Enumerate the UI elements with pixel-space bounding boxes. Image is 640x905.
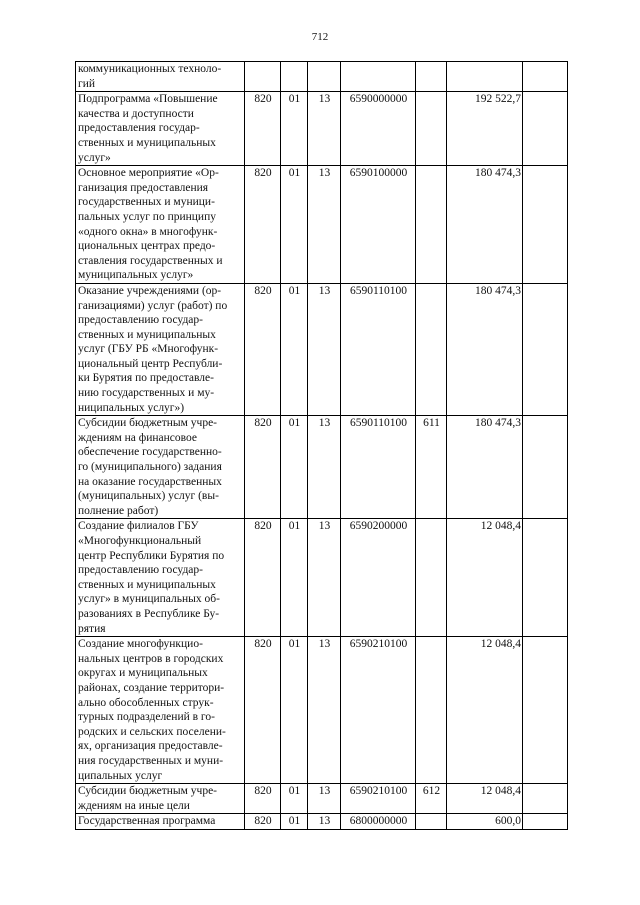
subsection-code-cell: 13: [308, 166, 341, 284]
ministry-code-cell: 820: [245, 283, 281, 415]
subsection-code-cell: [308, 62, 341, 92]
item-name-cell: Субсидии бюджетным учре- ждениям на иные цели: [76, 784, 245, 814]
target-article-cell: 6590110100: [341, 283, 416, 415]
section-code-cell: 01: [281, 814, 308, 830]
target-article-cell: 6800000000: [341, 814, 416, 830]
table-row: [76, 637, 568, 784]
blank-cell: [523, 784, 568, 814]
expense-type-cell: [416, 814, 447, 830]
item-name-cell: коммуникационных техноло- гий: [76, 62, 245, 92]
item-name-cell: Подпрограмма «Повышение качества и доступности предоставления государ- ственных и муниципальных услуг»: [76, 92, 245, 166]
section-code-cell: 01: [281, 637, 308, 784]
blank-cell: [523, 637, 568, 784]
blank-cell: [523, 92, 568, 166]
blank-cell: [523, 283, 568, 415]
amount-cell: 12 048,4: [447, 637, 523, 784]
section-code-cell: 01: [281, 92, 308, 166]
amount-cell: 180 474,3: [447, 166, 523, 284]
ministry-code-cell: 820: [245, 519, 281, 637]
expense-type-cell: [416, 283, 447, 415]
target-article-cell: 6590100000: [341, 166, 416, 284]
table-row: [76, 62, 568, 92]
item-name-cell: Субсидии бюджетным учре- ждениям на финансовое обеспечение государственно- го (муниципального) задания на оказание государственных (муниципальных) услуг (вы- полнение работ): [76, 416, 245, 519]
target-article-cell: 6590210100: [341, 637, 416, 784]
expense-type-cell: [416, 166, 447, 284]
subsection-code-cell: 13: [308, 784, 341, 814]
table-row: [76, 166, 568, 284]
target-article-cell: 6590000000: [341, 92, 416, 166]
amount-cell: 180 474,3: [447, 283, 523, 415]
amount-cell: 192 522,7: [447, 92, 523, 166]
section-code-cell: 01: [281, 784, 308, 814]
table-row: [76, 519, 568, 637]
section-code-cell: 01: [281, 283, 308, 415]
amount-cell: 180 474,3: [447, 416, 523, 519]
expense-type-cell: [416, 637, 447, 784]
item-name-cell: Основное мероприятие «Ор- ганизация предоставления государственных и муници- пальных услуг по принципу «одного окна» в многофунк- циональных центрах предо- ставления государственных и муниципальных услуг»: [76, 166, 245, 284]
subsection-code-cell: 13: [308, 519, 341, 637]
page-number: 712: [311, 31, 329, 43]
table-row: [76, 784, 568, 814]
subsection-code-cell: 13: [308, 92, 341, 166]
blank-cell: [523, 519, 568, 637]
table-body: [76, 62, 568, 830]
subsection-code-cell: 13: [308, 283, 341, 415]
expense-type-cell: [416, 519, 447, 637]
ministry-code-cell: [245, 62, 281, 92]
ministry-code-cell: 820: [245, 814, 281, 830]
ministry-code-cell: 820: [245, 637, 281, 784]
expense-type-cell: 611: [416, 416, 447, 519]
ministry-code-cell: 820: [245, 92, 281, 166]
subsection-code-cell: 13: [308, 416, 341, 519]
expense-type-cell: 612: [416, 784, 447, 814]
table-row: [76, 92, 568, 166]
amount-cell: 600,0: [447, 814, 523, 830]
section-code-cell: [281, 62, 308, 92]
amount-cell: 12 048,4: [447, 519, 523, 637]
table-row: [76, 814, 568, 830]
item-name-cell: Создание филиалов ГБУ «Многофункциональный центр Республики Бурятия по предоставлению государ- ственных и муниципальных услуг» в муниципальных об- разованиях в Республике Бу- рятия: [76, 519, 245, 637]
table-row: [76, 283, 568, 415]
expense-type-cell: [416, 92, 447, 166]
blank-cell: [523, 166, 568, 284]
item-name-cell: Создание многофункцио- нальных центров в городских округах и муниципальных районах, создание территори- ально обособленных струк- турных подразделений в го- родских и сельских поселени- ях, организация предоставле- ния государственных и муни- ципальных услуг: [76, 637, 245, 784]
target-article-cell: 6590200000: [341, 519, 416, 637]
section-code-cell: 01: [281, 416, 308, 519]
budget-table: [75, 61, 568, 830]
amount-cell: 12 048,4: [447, 784, 523, 814]
amount-cell: [447, 62, 523, 92]
blank-cell: [523, 814, 568, 830]
item-name-cell: Государственная программа: [76, 814, 245, 830]
subsection-code-cell: 13: [308, 637, 341, 784]
subsection-code-cell: 13: [308, 814, 341, 830]
ministry-code-cell: 820: [245, 166, 281, 284]
target-article-cell: 6590110100: [341, 416, 416, 519]
blank-cell: [523, 416, 568, 519]
blank-cell: [523, 62, 568, 92]
section-code-cell: 01: [281, 519, 308, 637]
target-article-cell: 6590210100: [341, 784, 416, 814]
table-row: [76, 416, 568, 519]
target-article-cell: [341, 62, 416, 92]
item-name-cell: Оказание учреждениями (ор- ганизациями) услуг (работ) по предоставлению государ- ственных и муниципальных услуг (ГБУ РБ «Многофунк- циональный центр Республи- ки Бурятия по предоставле- нию государственных и му- ниципальных услуг»): [76, 283, 245, 415]
expense-type-cell: [416, 62, 447, 92]
section-code-cell: 01: [281, 166, 308, 284]
ministry-code-cell: 820: [245, 784, 281, 814]
ministry-code-cell: 820: [245, 416, 281, 519]
